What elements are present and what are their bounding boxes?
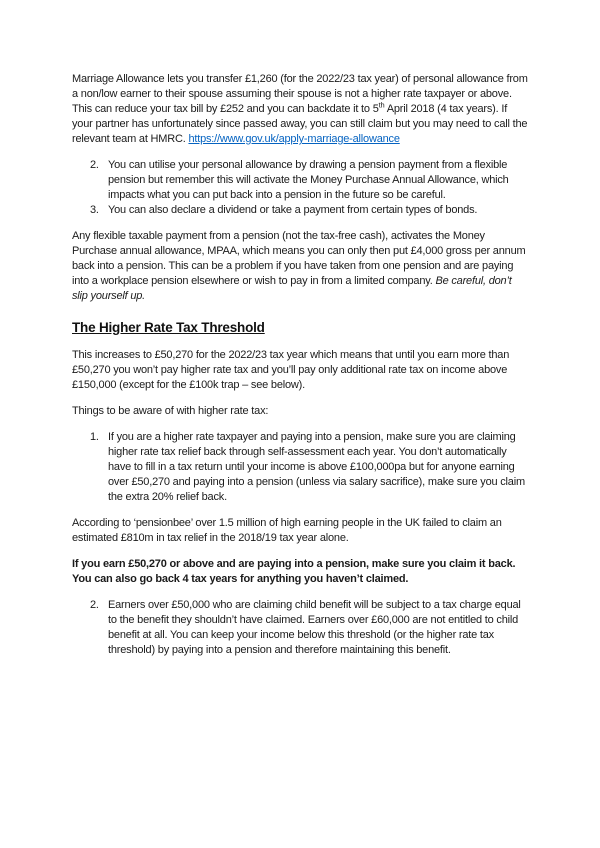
section-heading-higher-rate-tax-threshold: The Higher Rate Tax Threshold xyxy=(72,320,265,335)
list-item xyxy=(72,598,528,658)
para-threshold-increase: This increases to £50,270 for the 2022/23 tax year which means that until you earn more than £50,270 you won’t pay higher rate tax and you’ll pay only additional rate tax on income above £150,000 (except for the £100k trap – see below). xyxy=(72,349,510,391)
para-things-aware: Things to be aware of with higher rate tax: xyxy=(72,405,269,417)
list-item xyxy=(72,430,528,505)
list-item-text: If you are a higher rate taxpayer and paying into a pension, make sure you are claiming higher rate tax relief back through self-assessment each year. You don’t automatically have to fill in a tax return until your income is above £100,000pa but for anyone earning over £50,270 and paying into a pension (unless via salary sacrifice), make sure you claim the extra 20% relief back. xyxy=(108,431,525,503)
list-marker: 1. xyxy=(90,431,99,443)
list-item-text: You can utilise your personal allowance by drawing a pension payment from a flexible pension but remember this will activate the Money Purchase Annual Allowance, which impacts what you can put back into a pension in the future so be careful. xyxy=(108,159,509,201)
text-run: Marriage Allowance lets you transfer £1,260 (for the 2022/23 tax year) of personal allowance from a non/low earner to their spouse assuming their spouse is not a higher rate taxpayer or above. This can reduce your tax bill by £252 and you can backdate it to 5 xyxy=(72,73,528,115)
para-marriage-allowance xyxy=(72,72,528,147)
text-run: Any flexible taxable payment from a pension (not the tax-free cash), activates the Money Purchase annual allowance, MPAA, which means you can only then put £4,000 gross per annum back into a pension. This can be a problem if you have taken from one pension and are paying into a workplace pension elsewhere or wish to pay in from a limited company. xyxy=(72,230,526,287)
list-marker: 2. xyxy=(90,599,99,611)
para-pensionbee: According to ‘pensionbee’ over 1.5 million of high earning people in the UK failed to claim an estimated £810m in tax relief in the 2018/19 tax year alone. xyxy=(72,517,502,544)
italic-run: Be careful, don’t slip yourself up. xyxy=(72,275,512,302)
personal-allowance-list xyxy=(72,158,528,218)
list-item-text: Earners over £50,000 who are claiming child benefit will be subject to a tax charge equal to the benefit they shouldn’t have claimed. Earners over £60,000 are not entitled to child benefit at all. You can keep your income below this threshold (or the higher rate tax threshold) by paying into a pension and therefore maintaining this benefit. xyxy=(108,599,521,656)
para-claim-it-back: If you earn £50,270 or above and are paying into a pension, make sure you claim it back. You can also go back 4 tax years for anything you haven’t claimed. xyxy=(72,558,516,585)
para-mpaa xyxy=(72,229,528,304)
list-item xyxy=(72,158,528,203)
text-run: April 2018 (4 tax years). If your partner has unfortunately since passed away, you can still claim but you may need to call the relevant team at HMRC. xyxy=(72,103,528,145)
hmrc-apply-marriage-allowance-link[interactable]: https://www.gov.uk/apply-marriage-allowance xyxy=(188,133,400,145)
list-marker: 3. xyxy=(90,204,99,216)
list-item xyxy=(72,203,528,218)
list-marker: 2. xyxy=(90,159,99,171)
superscript-th: th xyxy=(378,100,385,110)
list-item-text: You can also declare a dividend or take a payment from certain types of bonds. xyxy=(108,204,478,216)
